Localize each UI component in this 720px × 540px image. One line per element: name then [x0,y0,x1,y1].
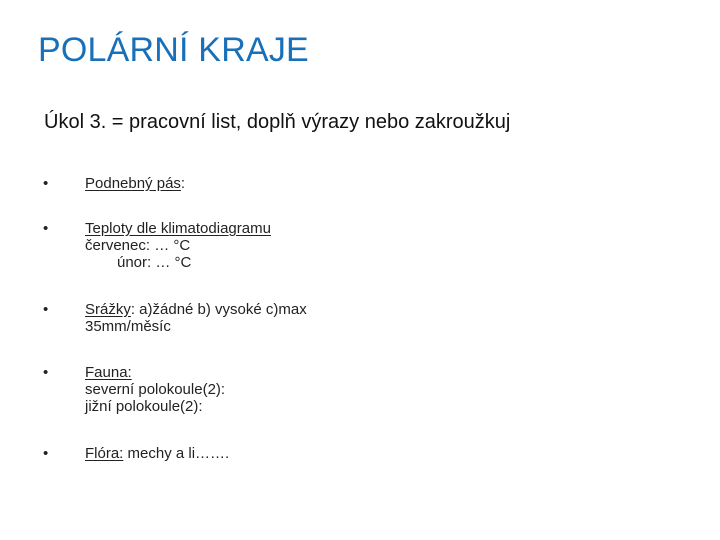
climate-rest: : [180,175,186,192]
list-item-precipitation [85,301,307,335]
bullet-marker: • [43,175,49,192]
temperatures-label: Teploty dle klimatodiagramu [85,220,271,237]
bullet-marker: • [43,364,49,381]
flora-rest: mechy a li……. [123,445,230,462]
bullet-marker: • [43,301,49,318]
list-item-flora [85,445,229,462]
bullet-marker: • [43,220,49,237]
list-item-temperatures [85,220,271,271]
february-temp: únor: … °C [117,254,192,271]
fauna-north: severní polokoule(2): [85,381,226,398]
precipitation-options-cont: 35mm/měsíc [85,318,171,335]
precipitation-label: Srážky [85,301,131,318]
precipitation-options: : a)žádné b) vysoké c)max [130,301,307,318]
fauna-label: Fauna: [85,364,132,381]
climate-label: Podnebný pás [85,175,181,192]
task-heading: Úkol 3. = pracovní list, doplň výrazy nebo zakroužkuj [44,111,511,133]
flora-label: Flóra: [85,445,124,462]
fauna-south: jižní polokoule(2): [85,398,203,415]
list-item-fauna [85,364,225,415]
july-temp: červenec: … °C [85,237,191,254]
page-title: POLÁRNÍ KRAJE [38,31,309,69]
bullet-marker: • [43,445,49,462]
list-item-climate [85,175,185,192]
